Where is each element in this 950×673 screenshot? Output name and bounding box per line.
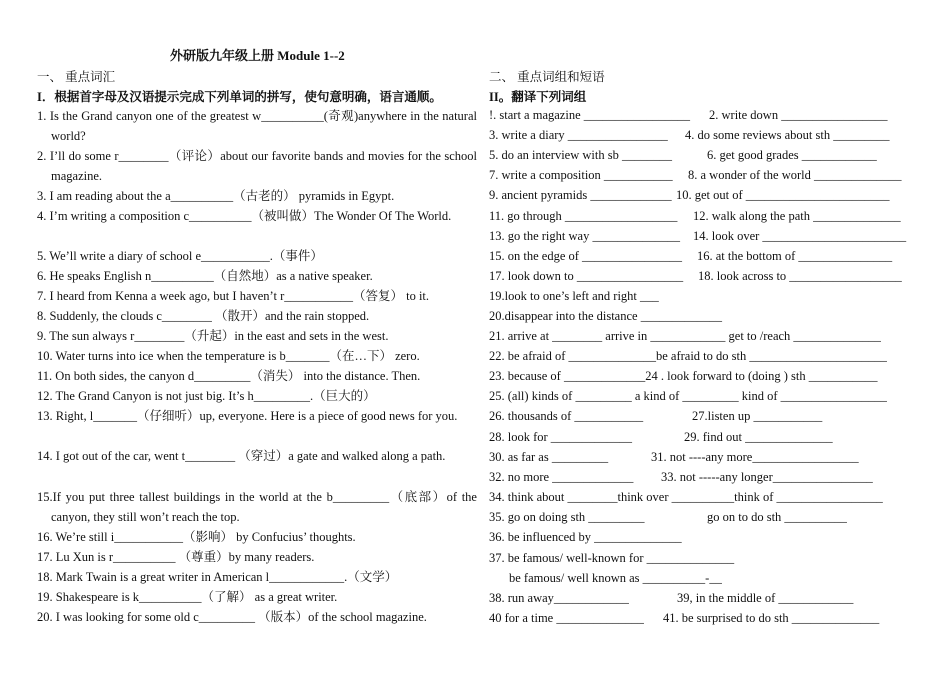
phrase-item: 36. be influenced by ______________ — [489, 530, 682, 544]
phrase-item: go on to do sth __________ — [707, 510, 847, 524]
vocab-item-12: 12. The Grand Canyon is not just big. It’s h_________.（巨大的） — [37, 389, 376, 403]
phrase-item: 26. thousands of ___________ — [489, 409, 644, 423]
phrase-item: 14. look over _______________________ — [693, 229, 907, 243]
phrase-item: 25. (all) kinds of _________ a kind of _________ kind of _________________ — [489, 389, 887, 403]
phrase-item: be famous/ well known as __________-__ — [509, 571, 722, 585]
phrase-item: 13. go the right way ______________ — [489, 229, 680, 243]
vocab-item-17: 17. Lu Xun is r__________ （尊重）by many readers. — [37, 550, 315, 564]
vocab-item-1: 1. Is the Grand canyon one of the greatest w__________(奇观)anywhere in the natural world? — [37, 109, 477, 143]
phrase-item: 15. on the edge of ________________ — [489, 249, 683, 263]
phrase-item: 27.listen up ___________ — [692, 409, 823, 423]
section-heading-vocabulary: 一、 重点词汇 — [37, 70, 116, 84]
phrase-item: 31. not ----any more_________________ — [651, 450, 859, 464]
phrase-item: 38. run away____________ — [489, 591, 629, 605]
phrase-item: 3. write a diary ________________ — [489, 128, 668, 142]
phrase-item: 32. no more _____________ — [489, 470, 634, 484]
phrase-item: 23. because of _____________24 . look forward to (doing ) sth ___________ — [489, 369, 878, 383]
vocab-item-15: 15.If you put three tallest buildings in the world at the b_________（底部）of the canyon, they still won’t reach the top. — [37, 490, 477, 524]
section-heading-phrases: 二、 重点词组和短语 — [489, 70, 605, 84]
vocab-item-14: 14. I got out of the car, went t________ （穿过）a gate and walked along a path. — [37, 449, 446, 463]
vocab-item-10: 10. Water turns into ice when the temperature is b_______（在…下） zero. — [37, 349, 420, 363]
phrase-item: 35. go on doing sth _________ — [489, 510, 645, 524]
phrase-item: 41. be surprised to do sth ______________ — [663, 611, 880, 625]
vocab-item-11: 11. On both sides, the canyon d_________（消失） into the distance. Then. — [37, 369, 421, 383]
phrase-item: 28. look for _____________ — [489, 430, 633, 444]
phrase-item: 33. not -----any longer________________ — [661, 470, 873, 484]
instruction-spelling: I．根据首字母及汉语提示完成下列单词的拼写，使句意明确，语言通顺。 — [37, 90, 442, 104]
phrase-item: !. start a magazine _________________ — [489, 108, 690, 122]
phrase-item: 37. be famous/ well-known for ______________ — [489, 551, 735, 565]
vocab-item-9: 9. The sun always r________（升起）in the east and sets in the west. — [37, 329, 389, 343]
phrase-item: 7. write a composition ___________ — [489, 168, 673, 182]
page-title: 外研版九年级上册 Module 1--2 — [170, 48, 345, 63]
phrase-item: 8. a wonder of the world ______________ — [688, 168, 902, 182]
vocab-item-20: 20. I was looking for some old c_________ （版本）of the school magazine. — [37, 610, 427, 624]
phrase-item: 29. find out ______________ — [684, 430, 833, 444]
phrase-item: 30. as far as _________ — [489, 450, 609, 464]
vocab-item-4: 4. I’m writing a composition c__________（被叫做）The Wonder Of The World. — [37, 209, 452, 223]
phrase-item: 17. look down to _________________ — [489, 269, 684, 283]
phrase-item: 2. write down _________________ — [709, 108, 888, 122]
phrase-item: 39, in the middle of ____________ — [677, 591, 854, 605]
phrase-item: 40 for a time ______________ — [489, 611, 644, 625]
vocab-item-3: 3. I am reading about the a__________（古老的） pyramids in Egypt. — [37, 189, 395, 203]
phrase-item: 21. arrive at ________ arrive in ____________ get to /reach ______________ — [489, 329, 881, 343]
phrase-item: 34. think about ________think over __________think of _________________ — [489, 490, 883, 504]
phrase-item: 18. look across to __________________ — [698, 269, 902, 283]
vocab-item-19: 19. Shakespeare is k__________（了解） as a great writer. — [37, 590, 338, 604]
instruction-translate: II。翻译下列词组 — [489, 90, 587, 104]
phrase-item: 12. walk along the path ______________ — [693, 209, 901, 223]
vocab-item-13: 13. Right, l_______（仔细听）up, everyone. Here is a piece of good news for you. — [37, 409, 458, 423]
phrase-item: 22. be afraid of ______________be afraid to do sth ______________________ — [489, 349, 887, 363]
phrase-item: 11. go through __________________ — [489, 209, 678, 223]
vocab-item-2: 2. I’ll do some r________（评论）about our favorite bands and movies for the school magazine. — [37, 149, 477, 183]
vocab-item-7: 7. I heard from Kenna a week ago, but I haven’t r___________（答复） to it. — [37, 289, 430, 303]
phrase-item: 5. do an interview with sb ________ — [489, 148, 672, 162]
vocab-item-6: 6. He speaks English n__________（自然地）as a native speaker. — [37, 269, 373, 283]
vocab-item-5: 5. We’ll write a diary of school e___________.（事件） — [37, 249, 323, 263]
phrase-item: 9. ancient pyramids _____________ — [489, 188, 672, 202]
vocab-item-8: 8. Suddenly, the clouds c________ （散开）and the rain stopped. — [37, 309, 370, 323]
phrase-item: 6. get good grades ____________ — [707, 148, 877, 162]
phrase-item: 19.look to one’s left and right ___ — [489, 289, 659, 303]
phrase-item: 20.disappear into the distance _____________ — [489, 309, 722, 323]
phrase-item: 16. at the bottom of _______________ — [697, 249, 893, 263]
phrase-item: 10. get out of _______________________ — [676, 188, 890, 202]
vocab-item-16: 16. We’re still i___________（影响） by Confucius’ thoughts. — [37, 530, 356, 544]
vocab-item-18: 18. Mark Twain is a great writer in American l____________.（文学） — [37, 570, 398, 584]
phrase-item: 4. do some reviews about sth _________ — [685, 128, 890, 142]
